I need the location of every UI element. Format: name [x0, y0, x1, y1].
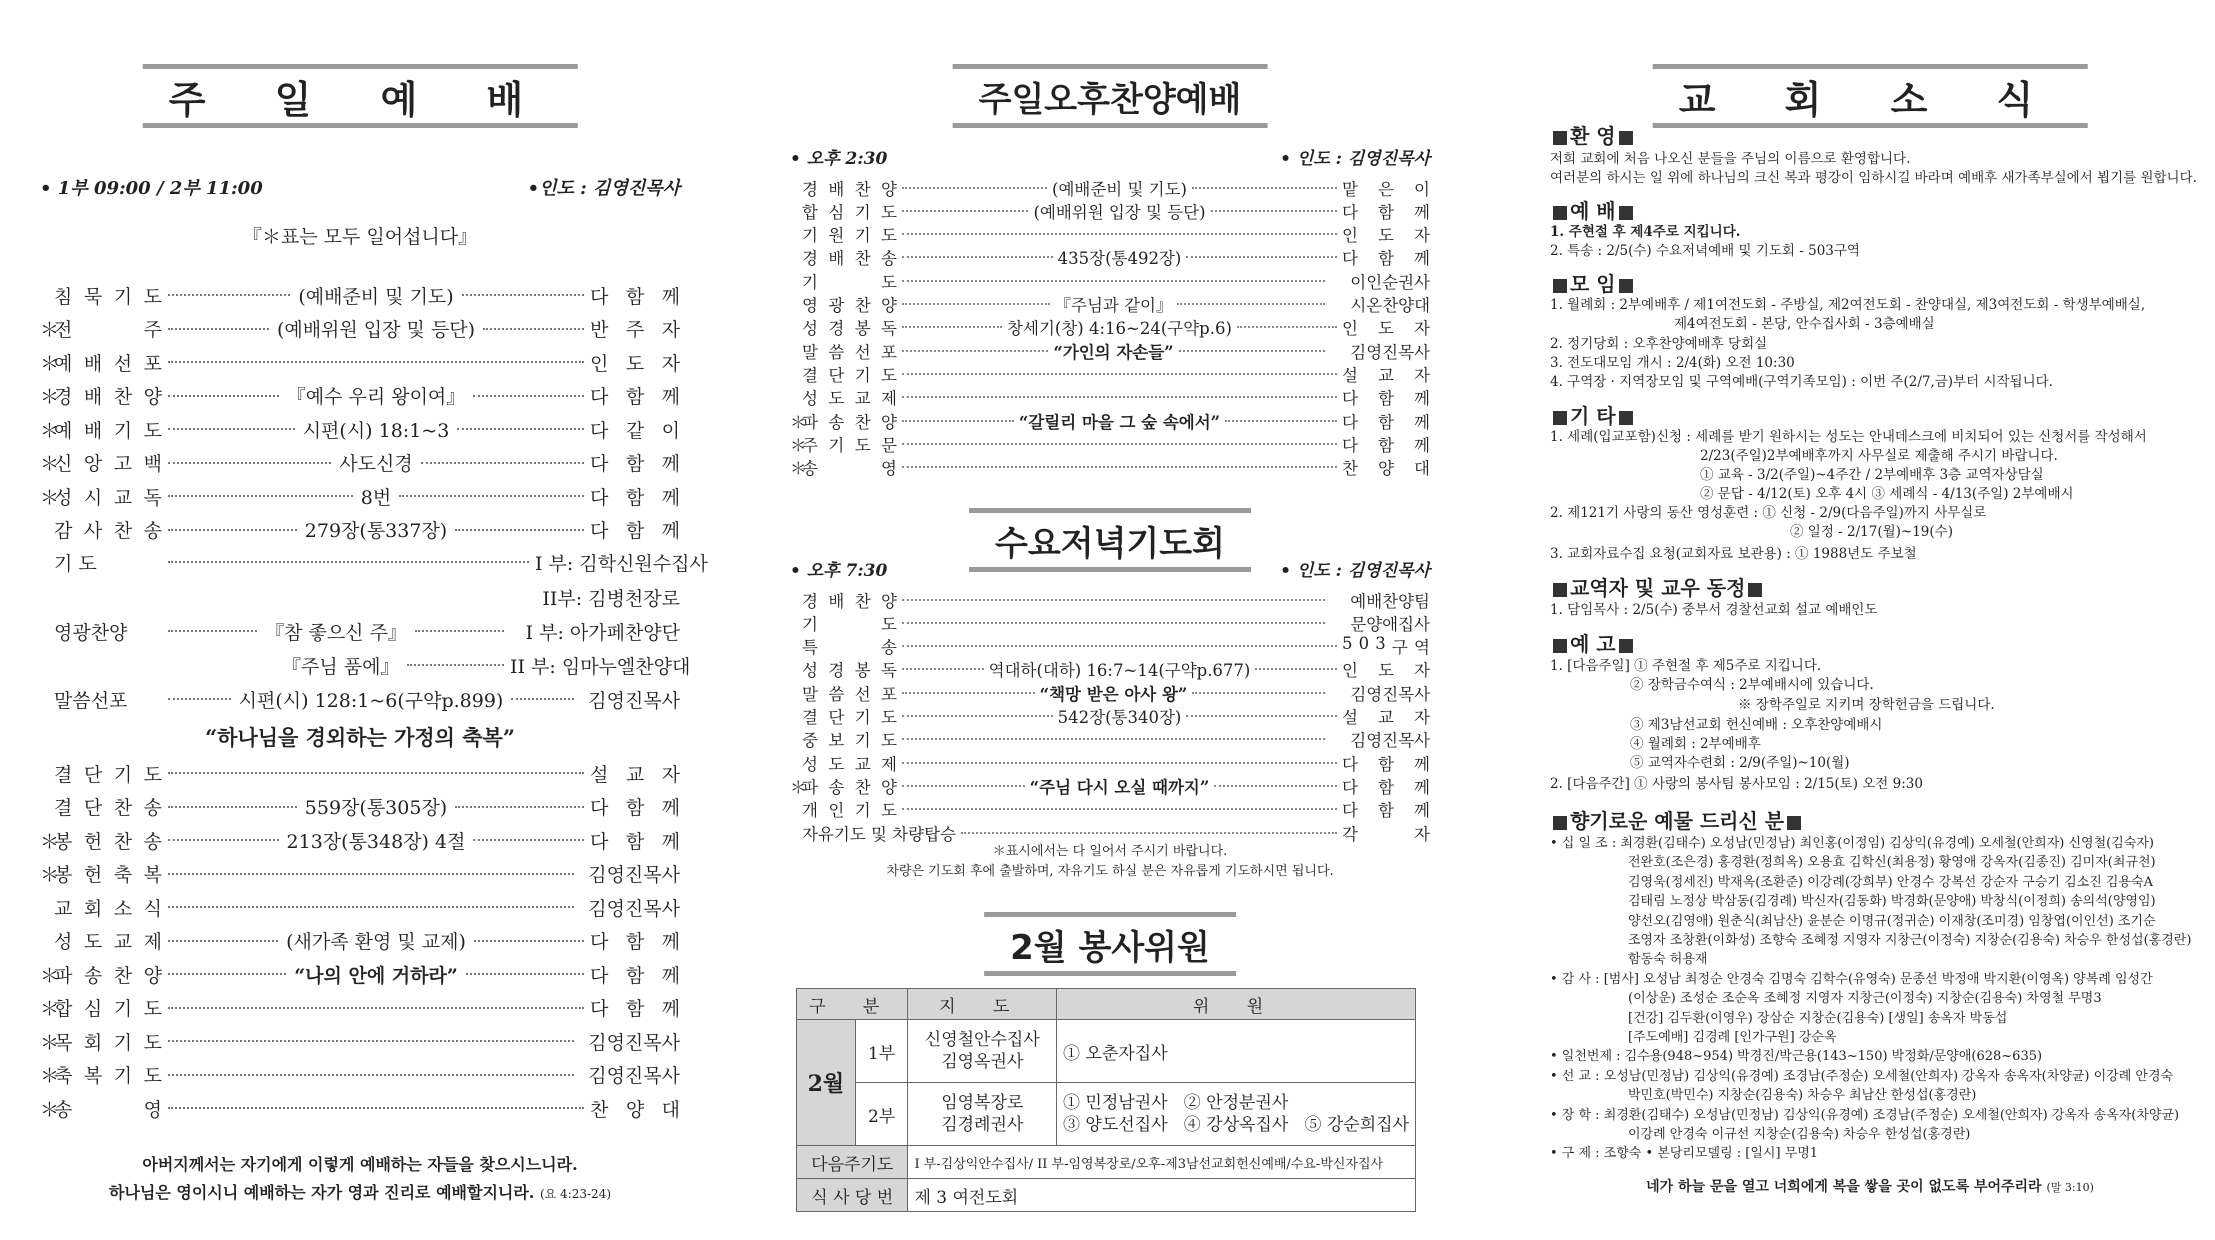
order-label: 영 광 찬 양	[802, 296, 897, 315]
duty-second-members	[1057, 1083, 1416, 1146]
staff-line-1: 1. 담임목사 : 2/5(수) 중부서 경찰선교회 설교 예배인도	[1550, 602, 1878, 618]
offering-line: • 일천번제 : 김수용(948~954) 박경진/박근용(143~150) 박정화/문양애(628~635)	[1550, 1049, 2043, 1065]
order-content: (예배위원 입장 및 등단)	[1033, 202, 1206, 222]
order-person: 다 함 께	[1342, 412, 1430, 432]
order-content: “갈릴리 마을 그 숲 속에서”	[1018, 412, 1221, 432]
order-label: 감 사 찬 송	[54, 520, 162, 542]
duty-month: 2월	[797, 1020, 856, 1146]
february-duty-title: 2월 봉사위원	[984, 912, 1236, 976]
order-person: 김영진목사	[1350, 731, 1430, 751]
order-content: (새가족 환영 및 교제)	[286, 931, 466, 953]
order-content: 435장(통492장)	[1057, 249, 1182, 269]
order-label: 결 단 찬 송	[54, 797, 162, 819]
preview-line-1f: ⑤ 교역자수련회 : 2/9(주일)~10(월)	[1630, 755, 1850, 771]
section-etc: 기 타	[1550, 400, 1636, 429]
order-content: 542장(통340장)	[1057, 708, 1182, 727]
order-label: 기 도	[802, 614, 897, 634]
sunday-order-row	[40, 448, 680, 478]
offering-line: 이강례 안경숙 이규선 지창순(김용숙) 차승우 한성섭(홍경란)	[1628, 1127, 1971, 1142]
order-person: I 부: 아가페찬양단	[525, 621, 681, 644]
standing-mark: ＊	[40, 998, 60, 1020]
order-content: 279장(통337장)	[304, 520, 448, 542]
duty-header-members: 위 원	[1057, 989, 1416, 1020]
order-label: 결 단 기 도	[802, 365, 897, 385]
order-content: “나의 안에 거하라”	[294, 964, 458, 987]
section-worship: 예 배	[1550, 195, 1636, 224]
order-label: 주 기 도 문	[802, 435, 897, 455]
offering-line: 김태림 노정상 박삼동(김경례) 박신자(김동화) 박경화(문양애) 박창식(이정희) 송의석(양영임)	[1628, 894, 2156, 910]
order-label: 말 씀 선 포	[802, 342, 897, 362]
order-person: 김영진목사	[588, 689, 681, 712]
duty-next-label: 다음주기도	[797, 1146, 908, 1179]
order-person: 맡 은 이	[1342, 179, 1430, 199]
order-person: 다 함 께	[590, 453, 680, 475]
order-label: 경 배 찬 양	[802, 179, 897, 199]
order-person: 다 함 께	[1342, 777, 1430, 797]
order-person: 설 교 자	[1342, 365, 1430, 385]
afternoon-order-row	[790, 362, 1430, 385]
order-label: 결 단 기 도	[54, 763, 162, 786]
order-person: 인 도 자	[1342, 226, 1430, 246]
welcome-line-2: 여러분의 하시는 일 위에 하나님의 크신 복과 평강이 임하시길 바라며 예배후 새가족부실에서 뵙기를 원합니다.	[1550, 170, 2197, 186]
standing-mark: ＊	[40, 964, 60, 987]
square-icon	[1619, 279, 1633, 293]
duty-members-line: ③ 양도선집사 ④ 강상옥집사 ⑤ 강순희집사	[1063, 1115, 1409, 1135]
standing-mark: ＊	[40, 486, 60, 509]
wednesday-leader: • 인도 : 김영진목사	[1280, 561, 1430, 581]
duty-meal-value: 제 3 여전도회	[908, 1179, 1416, 1212]
duty-table	[796, 988, 1416, 1212]
prayer-second-service: II부: 김병천장로	[542, 588, 680, 610]
offering-line: [주도예배] 김경례 [인가구원] 강순옥	[1628, 1030, 1837, 1045]
afternoon-order-row	[790, 176, 1430, 199]
footer-verse	[1550, 1176, 2190, 1196]
meeting-line-2: 2. 정기당회 : 오후찬양예배후 당회실	[1550, 336, 1768, 352]
order-content: 시편(시) 18:1~3	[302, 419, 450, 442]
afternoon-order-row	[790, 199, 1430, 222]
order-content: (예배위원 입장 및 등단)	[276, 319, 476, 341]
square-icon	[1553, 131, 1567, 145]
duty-row-first	[797, 1020, 1416, 1083]
square-icon	[1619, 639, 1633, 653]
order-content: 『참 좋으신 주』	[265, 621, 407, 644]
order-content: 『주님 품에』	[282, 655, 400, 678]
afternoon-worship-column	[790, 0, 1430, 1240]
order-label: 전 주	[54, 319, 162, 341]
preview-line-1: 1. [다음주일] ① 주현절 후 제5주로 지킵니다.	[1550, 658, 1822, 674]
section-welcome: 환 영	[1550, 120, 1636, 149]
duty-header-row	[797, 989, 1416, 1020]
order-label: 예 배 기 도	[54, 419, 162, 442]
welcome-line-1: 저희 교회에 처음 나오신 분들을 주님의 이름으로 환영합니다.	[1550, 151, 1911, 167]
order-person: 다 함 께	[590, 486, 680, 509]
order-person: II 부: 임마누엘찬양대	[510, 655, 691, 678]
section-offerings: 향기로운 예물 드리신 분	[1550, 805, 1804, 834]
section-meetings: 모 임	[1550, 268, 1636, 297]
standing-mark: ＊	[40, 1031, 60, 1054]
order-person: 다 함 께	[1342, 249, 1430, 269]
square-icon	[1553, 816, 1567, 830]
wednesday-order-row	[790, 611, 1430, 634]
order-label: 기 도	[54, 552, 97, 575]
order-person: 다 함 께	[1342, 389, 1430, 409]
offering-line: • 구 제 : 조향숙 • 본당리모델링 : [일시] 무명1	[1550, 1146, 1819, 1162]
duty-first-members: ① 오춘자집사	[1057, 1020, 1416, 1083]
order-label: 봉 헌 축 복	[54, 864, 162, 886]
duty-row-meal	[797, 1179, 1416, 1212]
order-label: 특 송	[802, 638, 897, 658]
standing-mark: ＊	[40, 1098, 60, 1121]
preview-line-2: 2. [다음주간] ① 사랑의 봉사팀 봉사모임 : 2/15(토) 오전 9:30	[1550, 776, 1923, 792]
order-label: 결 단 기 도	[802, 708, 897, 727]
duty-members-line: ① 민정남권사 ② 안정분권사	[1063, 1093, 1289, 1113]
order-person: 다 함 께	[590, 285, 680, 308]
order-person: 다 함 께	[590, 964, 680, 987]
sunday-worship-title: 주 일 예 배	[143, 64, 578, 128]
order-content: 『예수 우리 왕이여』	[286, 386, 466, 408]
order-content: 213장(통348장) 4절	[286, 830, 466, 853]
order-person: 다 함 께	[590, 386, 680, 408]
afternoon-leader: • 인도 : 김영진목사	[1280, 149, 1430, 169]
order-label: 말씀선포	[54, 689, 128, 712]
verse-text: 하나님은 영이시니 예배하는 자가 영과 진리로 예배할지니라.	[108, 1183, 535, 1202]
offering-line: 김영욱(정세진) 박재옥(조환준) 이강례(강희부) 안경수 강복선 강순자 구승기 김소진 김용숙A	[1628, 874, 2153, 890]
square-icon	[1619, 206, 1633, 220]
offering-line: • 십 일 조 : 최경환(김태수) 오성남(민정남) 최인홍(이정임) 김상익(유경예) 오세철(안희자) 신영철(김숙자)	[1550, 836, 2154, 851]
standing-mark: ＊	[790, 777, 807, 797]
meeting-line-3: 3. 전도대모임 개시 : 2/4(화) 오전 10:30	[1550, 355, 1795, 371]
afternoon-order-row	[790, 432, 1430, 455]
order-content: 『주님과 같이』	[1054, 296, 1173, 315]
meeting-line-1b: 제4여전도회 - 본당, 안수집사회 - 3층예배실	[1674, 316, 1935, 332]
duty-second-leads	[908, 1083, 1057, 1146]
order-row-prayer	[40, 547, 708, 577]
square-icon	[1553, 639, 1567, 653]
afternoon-order-row	[790, 293, 1430, 316]
sunday-order-row	[40, 892, 680, 922]
section-staff-news: 교역자 및 교우 동정	[1550, 572, 1765, 601]
standing-mark: ＊	[40, 386, 60, 408]
order-content: 8번	[360, 486, 392, 509]
wednesday-order-row	[790, 774, 1430, 797]
order-label: 파 송 찬 양	[802, 777, 897, 797]
order-person: 다 함 께	[590, 998, 680, 1020]
sunday-order-row	[40, 758, 680, 788]
order-label: 영광찬양	[54, 621, 128, 644]
afternoon-service-time: • 오후 2:30	[790, 149, 888, 169]
afternoon-order-row	[790, 316, 1430, 339]
order-person: 김영진목사	[588, 864, 680, 886]
square-icon	[1553, 206, 1567, 220]
wednesday-order-row	[790, 751, 1430, 774]
standing-mark: ＊	[40, 319, 60, 341]
standing-mark: ＊	[40, 1065, 60, 1087]
order-label: 교 회 소 식	[54, 897, 162, 920]
sunday-order-row	[40, 959, 680, 989]
square-icon	[1553, 411, 1567, 425]
duty-lead-name: 김경례권사	[941, 1115, 1024, 1135]
order-person: 다 함 께	[1342, 435, 1430, 455]
duty-meal-label: 식 사 당 번	[797, 1179, 908, 1212]
meeting-line-1: 1. 월례회 : 2부예배후 / 제1여전도회 - 주방실, 제2여전도회 - 찬양대실, 제3여전도회 - 학생부예배실,	[1550, 297, 2146, 313]
order-label: 성 도 교 제	[54, 931, 162, 953]
order-label: 자유기도 및 차량탑승	[802, 824, 956, 844]
sunday-order-row	[40, 859, 680, 889]
offering-line: (이상운) 조성순 조순옥 조혜정 지영자 지창근(이정숙) 지창순(김용숙) 차영철 무명3	[1628, 991, 2102, 1007]
order-person: 다 함 께	[590, 830, 680, 853]
order-person: 김영진목사	[588, 1065, 680, 1087]
afternoon-order-row	[790, 409, 1430, 432]
order-label: 합 심 기 도	[54, 998, 162, 1020]
sunday-time-header	[40, 174, 680, 200]
wednesday-order-row	[790, 705, 1430, 728]
afternoon-order-row	[790, 386, 1430, 409]
order-person: 김영진목사	[588, 897, 680, 920]
worship-line-1: 1. 주현절 후 제4주로 지킵니다.	[1550, 224, 1741, 240]
order-label: 봉 헌 찬 송	[54, 830, 162, 853]
order-person: 인 도 자	[590, 352, 680, 375]
preview-line-1c: ※ 장학주일로 지키며 장학헌금을 드립니다.	[1738, 697, 1995, 713]
preview-line-1e: ④ 월례회 : 2부예배후	[1630, 736, 1761, 752]
sunday-order-row	[40, 381, 680, 411]
sunday-order-row	[40, 1026, 680, 1056]
wednesday-order-row	[790, 588, 1430, 611]
order-label: 성 도 교 제	[802, 754, 897, 774]
standing-mark: ＊	[40, 419, 60, 442]
duty-row-second	[797, 1083, 1416, 1146]
order-label: 파 송 찬 양	[54, 964, 162, 987]
offering-line: 조영자 조창환(이화성) 조향숙 조혜정 지영자 지창근(이정숙) 지창순(김용숙) 차승우 한성섭(홍경란)	[1628, 933, 2192, 948]
church-news-column	[1550, 0, 2197, 1240]
order-person: 설 교 자	[590, 763, 680, 786]
duty-row-next-prayer	[797, 1146, 1416, 1179]
order-person: 시온찬양대	[1350, 296, 1431, 315]
order-content: (예배준비 및 기도)	[1052, 179, 1187, 199]
order-content: 역대하(대하) 16:7~14(구약p.677)	[988, 661, 1251, 681]
sunday-worship-column	[40, 0, 708, 1240]
offering-line: 전완호(조은경) 홍경환(정희옥) 오용효 김학신(최용정) 황영애 강옥자(김종진) 김미자(최규천)	[1628, 855, 2156, 871]
order-person: 김영진목사	[588, 1031, 680, 1054]
square-icon	[1619, 131, 1633, 145]
preview-line-1b: ② 장학금수여식 : 2부예배시에 있습니다.	[1630, 677, 1874, 693]
afternoon-order-row	[790, 456, 1430, 479]
sunday-order-row	[40, 280, 680, 310]
order-person: 인 도 자	[1342, 661, 1430, 681]
offering-line: 양선오(김영애) 원춘식(최남산) 윤분순 이명규(정귀순) 이재창(조미경) 임창엽(이인선) 조기순	[1628, 913, 2156, 929]
order-person: 인 도 자	[1342, 319, 1430, 339]
standing-mark: ＊	[790, 459, 807, 479]
order-label: 침 묵 기 도	[54, 285, 162, 308]
order-person: 찬 양 대	[590, 1098, 680, 1121]
footer-verse-text: 네가 하늘 문을 열고 너희에게 복을 쌓을 곳이 없도록 부어주리라	[1646, 1179, 2042, 1195]
afternoon-order-row	[790, 339, 1430, 362]
duty-first-service: 1부	[855, 1020, 908, 1083]
sunday-leader: •인도 : 김영진목사	[527, 178, 680, 199]
order-content: “책망 받은 아사 왕”	[1039, 684, 1188, 704]
sunday-order-row	[40, 825, 680, 855]
order-label: 파 송 찬 양	[802, 412, 897, 432]
worship-line-2: 2. 특송 : 2/5(수) 수요저녁예배 및 기도회 - 503구역	[1550, 243, 1860, 259]
sermon-title: “하나님을 경외하는 가정의 축복”	[205, 725, 515, 750]
afternoon-order-row	[790, 269, 1430, 292]
wednesday-prayer-title: 수요저녁기도회	[969, 508, 1251, 572]
sunday-order-row	[40, 1060, 680, 1090]
order-row-sermon	[40, 684, 680, 714]
sunday-order-row	[40, 926, 680, 956]
wednesday-note-2: 차량은 기도회 후에 출발하며, 자유기도 하실 분은 자유롭게 기도하시면 됩니다.	[886, 864, 1334, 879]
order-label: 기 도	[802, 272, 897, 292]
afternoon-time-header	[790, 144, 1430, 170]
order-person: 다 함 께	[1342, 801, 1430, 821]
offering-line: 박민호(박민수) 지창순(김용숙) 차승우 최남산 한성섭(홍경란)	[1628, 1088, 1977, 1104]
order-label: 성 경 봉 독	[802, 661, 897, 681]
duty-lead-name: 신영철안수집사	[924, 1030, 1040, 1050]
afternoon-order-row	[790, 246, 1430, 269]
order-label: 축 복 기 도	[54, 1065, 162, 1087]
order-person: 김영진목사	[1350, 342, 1430, 362]
wednesday-order-row	[790, 658, 1430, 681]
order-label: 중 보 기 도	[802, 731, 897, 751]
order-person: 찬 양 대	[1342, 459, 1430, 479]
order-label: 경 배 찬 양	[802, 591, 897, 611]
standing-mark: ＊	[40, 830, 60, 853]
standing-mark: ＊	[40, 453, 60, 475]
order-content: (예배준비 및 기도)	[298, 285, 454, 308]
order-label: 개 인 기 도	[802, 801, 897, 821]
verse-reference: (요 4:23-24)	[539, 1187, 612, 1201]
etc-line-2b: ② 일정 - 2/17(월)~19(수)	[1790, 524, 1953, 540]
order-label: 송 영	[54, 1098, 162, 1121]
order-content: 창세기(창) 4:16~24(구약p.6)	[1007, 319, 1232, 339]
order-label: 목 회 기 도	[54, 1031, 162, 1054]
wednesday-order-row	[790, 798, 1430, 821]
duty-second-service: 2부	[855, 1083, 908, 1146]
order-content: 사도신경	[339, 453, 413, 475]
etc-line-3: 3. 교회자료수집 요청(교회자료 보관용) : ① 1988년도 주보철	[1550, 546, 1917, 562]
duty-lead-name: 김영옥권사	[941, 1052, 1024, 1072]
standing-mark: ＊	[40, 864, 60, 886]
duty-next-value: I 부-김상익안수집사/ II 부-임영복장로/오후-제3남선교회헌신예배/수요-박신자집사	[908, 1146, 1416, 1179]
wednesday-service-time: • 오후 7:30	[790, 561, 888, 581]
order-person: I 부: 김학신원수집사	[535, 552, 708, 575]
order-person: 이인순권사	[1350, 272, 1430, 292]
section-preview: 예 고	[1550, 628, 1636, 657]
etc-line-1b: 2/23(주일)2부예배후까지 사무실로 제출해 주시기 바랍니다.	[1700, 448, 2058, 464]
order-label: 성 경 봉 독	[802, 319, 897, 339]
order-content: 시편(시) 128:1~6(구약p.899)	[238, 689, 504, 712]
standing-mark: ＊	[790, 412, 807, 432]
order-label: 기 원 기 도	[802, 226, 897, 246]
offering-line: • 감 사 : [범사] 오성남 최정순 안경숙 김명숙 김학수(유영숙) 문종선 박정애 박지환(이영옥) 양복례 임성간	[1550, 971, 2153, 987]
duty-header-lead: 지 도	[908, 989, 1057, 1020]
square-icon	[1553, 279, 1567, 293]
order-person: 반 주 자	[590, 319, 680, 341]
order-label: 성 도 교 제	[802, 389, 897, 409]
wednesday-time-header	[790, 556, 1430, 582]
square-icon	[1787, 816, 1801, 830]
order-person: 5 0 3 구 역	[1342, 634, 1430, 658]
order-row-glory	[40, 616, 680, 646]
square-icon	[1553, 583, 1567, 597]
order-label: 예 배 선 포	[54, 352, 162, 375]
order-person: 다 함 께	[590, 797, 680, 819]
wednesday-order-row	[790, 635, 1430, 658]
afternoon-order-row	[790, 223, 1430, 246]
footer-verse-reference: (말 3:10)	[2046, 1181, 2094, 1194]
etc-line-1c: ① 교육 - 3/2(주일)~4주간 / 2부예배후 3층 교역자상담실	[1700, 467, 2044, 483]
etc-line-1d: ② 문답 - 4/12(토) 오후 4시 ③ 세례식 - 4/13(주일) 2부예배시	[1700, 486, 2074, 502]
order-person: 예배찬양팀	[1350, 591, 1430, 611]
order-label: 합 심 기 도	[802, 202, 897, 222]
offering-line: • 장 학 : 최경환(김태수) 오성남(민정남) 김상익(유경예) 조경남(주정순) 오세철(안희자) 강옥자 송옥자(차양균)	[1550, 1107, 2180, 1123]
duty-lead-name: 임영복장로	[941, 1093, 1024, 1113]
sunday-order-row	[40, 1093, 680, 1123]
standing-mark: ＊	[790, 435, 807, 455]
sunday-order-row	[40, 993, 680, 1023]
order-content: 559장(통305장)	[304, 797, 448, 819]
wednesday-order-row	[790, 728, 1430, 751]
afternoon-worship-title: 주일오후찬양예배	[953, 64, 1268, 128]
order-person: 김영진목사	[1350, 684, 1431, 704]
offering-line: • 선 교 : 오성남(민정남) 김상익(유경예) 조경남(주정순) 오세철(안희자) 강옥자 송옥자(차양균) 이강례 안경숙	[1550, 1068, 2174, 1084]
order-person: 문양애집사	[1350, 614, 1430, 634]
duty-header-category: 구 분	[797, 989, 908, 1020]
wednesday-order-row	[790, 681, 1430, 704]
standing-note: 『＊표는 모두 일어섭니다』	[242, 226, 478, 248]
order-label: 경 배 찬 양	[54, 386, 162, 408]
sunday-service-time: • 1부 09:00 / 2부 11:00	[40, 178, 263, 199]
order-person: 다 함 께	[1342, 754, 1430, 774]
square-icon	[1619, 411, 1633, 425]
order-content: “주님 다시 오실 때까지”	[1029, 777, 1210, 797]
offering-line: 함동숙 허용재	[1628, 952, 1708, 968]
order-label: 신 앙 고 백	[54, 453, 162, 475]
sunday-order-row	[40, 515, 680, 545]
etc-line-1: 1. 세례(입교포함)신청 : 세례를 받기 원하시는 성도는 안내데스크에 비치되어 있는 신청서를 작성해서	[1550, 429, 2147, 445]
order-person: 다 함 께	[1342, 202, 1430, 222]
square-icon	[1748, 583, 1762, 597]
church-news-title: 교 회 소 식	[1653, 64, 2088, 128]
verse-line-1: 아버지께서는 자기에게 이렇게 예배하는 자들을 찾으시느니라.	[142, 1155, 578, 1174]
verse-line-2	[40, 1180, 680, 1203]
order-label: 말 씀 선 포	[802, 684, 897, 704]
duty-first-leads	[908, 1020, 1057, 1083]
sunday-order-row	[40, 481, 680, 511]
order-label: 성 시 교 독	[54, 486, 162, 509]
order-label: 경 배 찬 송	[802, 249, 897, 269]
sunday-order-row	[40, 414, 680, 444]
meeting-line-4: 4. 구역장 · 지역장모임 및 구역예배(구역기족모임) : 이번 주(2/7,금)부터 시작됩니다.	[1550, 374, 2053, 390]
order-label: 송 영	[802, 459, 897, 479]
standing-mark: ＊	[40, 352, 60, 375]
offering-line: [건강] 김두환(이영우) 장삼순 지창순(김용숙) [생일] 송옥자 박동섭	[1628, 1010, 2008, 1026]
order-person: 다 함 께	[590, 931, 680, 953]
order-person: 각 자	[1342, 824, 1430, 844]
sunday-order-row	[40, 314, 680, 344]
sunday-order-row	[40, 792, 680, 822]
etc-line-2: 2. 제121기 사랑의 동산 영성훈련 : ① 신청 - 2/9(다음주일)까지 사무실로	[1550, 505, 1987, 521]
order-person: 다 같 이	[590, 419, 680, 442]
order-row-glory-2	[280, 650, 691, 680]
wednesday-note-1: ＊표시에서는 다 일어서 주시기 바랍니다.	[992, 844, 1228, 859]
order-person: 다 함 께	[590, 520, 680, 542]
order-person: 설 교 자	[1342, 708, 1430, 727]
sunday-order-row	[40, 347, 680, 377]
preview-line-1d: ③ 제3남선교회 헌신예배 : 오후찬양예배시	[1630, 717, 1883, 733]
order-content: “가인의 자손들”	[1053, 342, 1174, 362]
